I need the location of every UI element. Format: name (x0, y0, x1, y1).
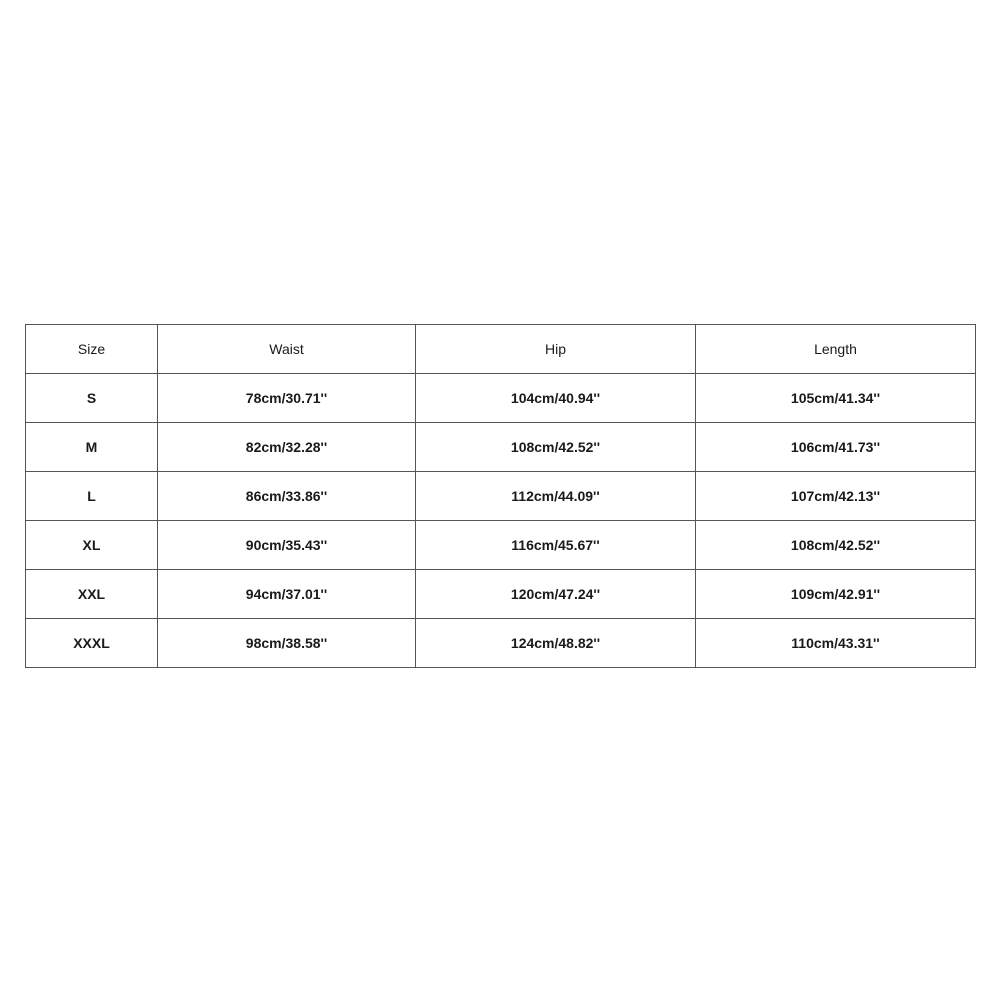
table-row (26, 619, 976, 668)
length-cell: 107cm/42.13'' (696, 472, 976, 521)
length-cell: 109cm/42.91'' (696, 570, 976, 619)
hip-cell: 104cm/40.94'' (416, 374, 696, 423)
size-cell: L (26, 472, 158, 521)
size-cell: XXXL (26, 619, 158, 668)
table-row (26, 521, 976, 570)
size-cell: XL (26, 521, 158, 570)
table-row (26, 374, 976, 423)
waist-cell: 82cm/32.28'' (158, 423, 416, 472)
header-hip: Hip (416, 325, 696, 374)
hip-cell: 120cm/47.24'' (416, 570, 696, 619)
header-row (26, 325, 976, 374)
length-cell: 108cm/42.52'' (696, 521, 976, 570)
hip-cell: 116cm/45.67'' (416, 521, 696, 570)
size-cell: XXL (26, 570, 158, 619)
length-cell: 106cm/41.73'' (696, 423, 976, 472)
waist-cell: 78cm/30.71'' (158, 374, 416, 423)
table-row (26, 570, 976, 619)
waist-cell: 94cm/37.01'' (158, 570, 416, 619)
length-cell: 110cm/43.31'' (696, 619, 976, 668)
size-cell: S (26, 374, 158, 423)
waist-cell: 98cm/38.58'' (158, 619, 416, 668)
header-waist: Waist (158, 325, 416, 374)
hip-cell: 108cm/42.52'' (416, 423, 696, 472)
waist-cell: 90cm/35.43'' (158, 521, 416, 570)
table-row (26, 472, 976, 521)
length-cell: 105cm/41.34'' (696, 374, 976, 423)
hip-cell: 124cm/48.82'' (416, 619, 696, 668)
size-cell: M (26, 423, 158, 472)
header-size: Size (26, 325, 158, 374)
size-chart-table (25, 324, 976, 668)
waist-cell: 86cm/33.86'' (158, 472, 416, 521)
hip-cell: 112cm/44.09'' (416, 472, 696, 521)
header-length: Length (696, 325, 976, 374)
table-row (26, 423, 976, 472)
